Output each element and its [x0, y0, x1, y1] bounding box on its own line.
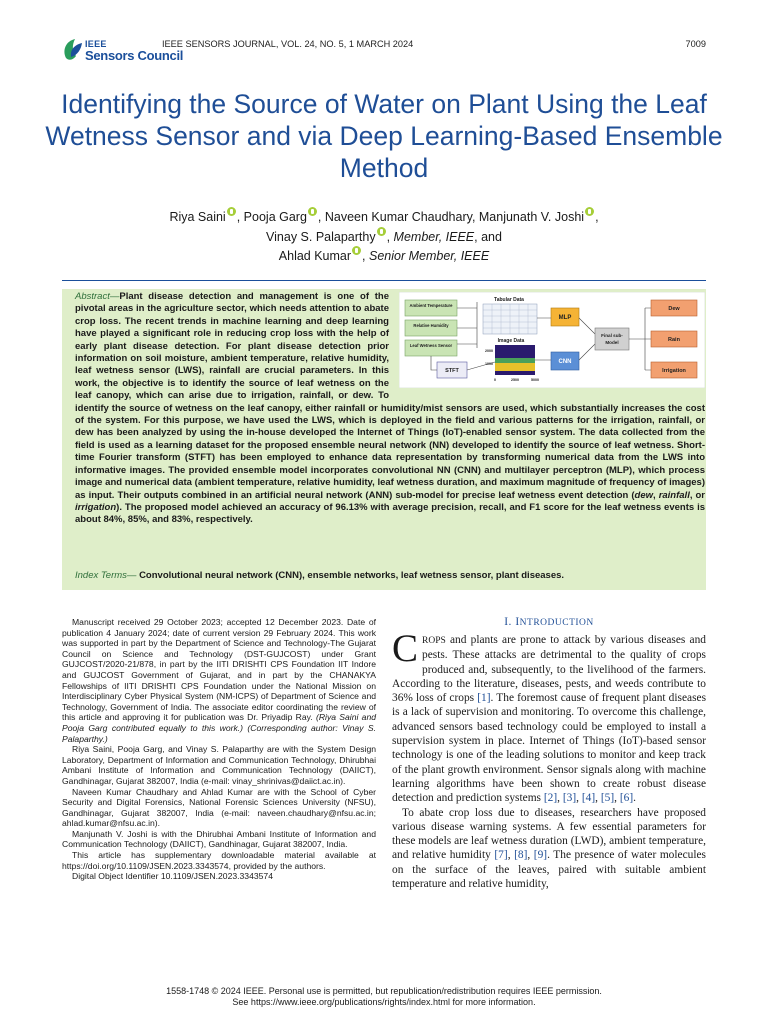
author-conjunction: and	[481, 229, 502, 244]
citation-link[interactable]: [1]	[477, 692, 491, 705]
orcid-icon[interactable]	[352, 246, 361, 255]
mlp-label: MLP	[558, 315, 572, 321]
tabular-data-label: Tabular Data	[494, 297, 524, 303]
abstract-body: Plant disease detection and management is one of the pivotal areas in the agriculture sector, which needs attention to abate crop loss. The recent trends in machine learning and deep learning have played a significant role in reducing crop loss with the help of early plant disease detection. For plant disease detection prior information on soil moisture, ambient temperature, relative humidity, leaf wetness sensor (LWS), rainfall are crucial parameters. In this work, the objective is to identify the source of leaf wetness on the leaf canopy, which can arise due to irrigation, rainfall, or dew. To identify the source of wetness on the leaf canopy, either rainfall or humidity/mist sensors are used, which substantially increases the cost of the system. For this purpose, we have used the LWS, which is deployed in the field and various patterns for the irrigation, rainfall, or dew has been analyzed by using the in-house developed the Internet of Things (IoT)-enabled sensor system. The data collected from the field is used as a learning dataset for the proposed ensemble neural network (NN) developed to identify the source of leaf wetness. Short-time Fourier transform (STFT) has been employed to enhance data representation by transforming numerical data from the LWS into informative images. The provided ensemble model incorporates convolutional NN (CNN) and multilayer perceptron (MLP), which process image and numerical data (ambient temperature, relative humidity, leaf wetness duration, and maximum magnitude of frequency of images) as input. Their outputs combined in an artificial neural network (ANN) sub-model for precise leaf wetness event detection (	[75, 291, 705, 501]
author-name: Pooja Garg	[243, 210, 307, 224]
ieee-sensors-council-logo	[62, 38, 184, 64]
cnn-label: CNN	[558, 359, 572, 365]
body-paragraph: To abate crop loss due to diseases, researchers have proposed various disease warning systems. A few essential parameters for these models are leaf wetness duration (LWD), ambient temperature, and relative humidity [7], [8], [9]. The presence of water molecules on the surface of the leaves, paired with suitable ambient temperature and relative humidity,	[392, 806, 706, 891]
spectrogram-y-tick: 2000	[485, 349, 493, 353]
spectrogram-x-tick: 0	[494, 378, 496, 382]
orcid-icon[interactable]	[308, 207, 317, 216]
stft-label: STFT	[445, 368, 459, 374]
abstract-box	[62, 289, 706, 590]
citation-link[interactable]: [5]	[600, 792, 615, 805]
author-role: Member, IEEE	[393, 229, 475, 244]
index-terms-text: Convolutional neural network (CNN), ensemble networks, leaf wetness sensor, plant diseases.	[139, 570, 565, 581]
footnote-block	[62, 617, 376, 882]
page-header	[62, 36, 706, 66]
output-label: Irrigation	[662, 368, 686, 374]
abstract-body-end: ). The proposed model achieved an accuracy of 96.13% with average precision, recall, and F1 score for the leaf wetness events is about 84%, 85%, and 83%, respectively.	[75, 501, 705, 526]
logo-ieee-text: IEEE	[85, 39, 107, 49]
author-role: Senior Member, IEEE	[369, 249, 490, 263]
output-label: Rain	[668, 337, 680, 343]
page-number: 7009	[685, 39, 706, 49]
image-data-label: Image Data	[497, 338, 525, 344]
input-label: Leaf Wetness Sensor	[409, 343, 453, 348]
final-model-label: Model	[605, 340, 619, 345]
citation-link[interactable]: [9]	[533, 849, 548, 862]
graphical-abstract-figure	[399, 292, 705, 388]
final-sub-model-box	[595, 328, 629, 350]
author-list: Riya Saini , Pooja Garg , Naveen Kumar Chaudhary, Manjunath V. Joshi , Vinay S. Palaparthy , Member, IEEE, and Ahlad Kumar , Senior Member, IEEE	[40, 207, 728, 266]
event-term: rainfall	[658, 489, 690, 501]
introduction-body	[392, 627, 707, 891]
spectrogram-x-tick: 2500	[511, 378, 519, 382]
sensors-council-leaf-icon	[62, 38, 84, 62]
paper-title: Identifying the Source of Water on Plant Using the Leaf Wetness Sensor and via Deep Learning-Based Ensemble Method	[45, 89, 723, 183]
author-name: Ahlad Kumar	[278, 249, 352, 263]
journal-citation: IEEE SENSORS JOURNAL, VOL. 24, NO. 5, 1 MARCH 2024	[162, 39, 414, 49]
index-terms-label: Index Terms	[75, 570, 127, 581]
author-name: Manjunath V. Joshi	[478, 210, 585, 224]
event-term: dew	[634, 489, 654, 501]
logo-council-text: Sensors Council	[85, 48, 184, 63]
author-name: Vinay S. Palaparthy	[266, 229, 376, 244]
footnote-paragraph: Naveen Kumar Chaudhary and Ahlad Kumar are with the School of Cyber Security and Digital Forensics, National Forensic Sciences University (NFSU), Gandhinagar, Gujarat 382007, India (e-mail: naveen.chaudhary@nfsu.ac.in; ahlad.kumar@nfsu.ac.in).	[62, 786, 376, 829]
section-heading: I. INTRODUCTION	[504, 616, 594, 628]
footnote-paragraph: This article has supplementary downloadable material available at https://doi.org/10.1109/JSEN.2023.3343574, provided by the authors.	[62, 850, 376, 871]
orcid-icon[interactable]	[585, 207, 594, 216]
orcid-icon[interactable]	[227, 207, 236, 216]
citation-link[interactable]: [2]	[543, 792, 558, 805]
index-terms: Index Terms— Convolutional neural network (CNN), ensemble networks, leaf wetness sensor, plant diseases.	[75, 570, 565, 581]
citation-link[interactable]: [4]	[581, 792, 596, 805]
abstract: Ambient Temperature Relative Humidity Leaf Wetness Sensor Tabular Data Image Data 2000 1000 0 2500 5000 STFT MLP CNN Final sub- Model Dew Rain Irrigation Abstract—Plant disease detection and management is one of the pivotal areas in the agriculture sector, which needs attention to abate crop loss. The recent trends in machine learning and deep learning have played a significant role in reducing crop loss with the help of early plant disease detection. For plant disease detection prior information on soil moisture, ambient temperature, relative humidity, leaf wetness sensor (LWS), rainfall are crucial parameters. In this work, the objective is to identify the source of leaf wetness on the leaf canopy, which can arise due to irrigation, rainfall, or dew. To identify the source of wetness on the leaf canopy, either rainfall or humidity/mist sensors are used, which substantially increases the cost of the system. For this purpose, we have used the LWS, which is deployed in the field and various patterns for the irrigation, rainfall, or dew has been analyzed by using the in-house developed the Internet of Things (IoT)-enabled sensor system. The data collected from the field is used as a learning dataset for the proposed ensemble neural network (NN) developed to identify the source of leaf wetness. Short-time Fourier transform (STFT) has been employed to enhance data representation by transforming numerical data from the LWS into informative images. The provided ensemble model incorporates convolutional NN (CNN) and multilayer perceptron (MLP), which process image and numerical data (ambient temperature, relative humidity, leaf wetness duration, and maximum magnitude of frequency of images) as input. Their outputs combined in an artificial neural network (ANN) sub-model for precise leaf wetness event detection (dew, rainfall, or irrigation). The proposed model achieved an accuracy of 96.13% with average precision, recall, and F1 score for the leaf wetness events is about 84%, 85%, and 83%, respectively.	[75, 291, 706, 526]
citation-link[interactable]: [8]	[514, 849, 528, 862]
input-label: Ambient Temperature	[409, 303, 453, 308]
copyright-line: 1558-1748 © 2024 IEEE. Personal use is permitted, but republication/redistribution requires IEEE permission.	[166, 986, 602, 996]
body-paragraph: CROPS and plants are prone to attack by various diseases and pests. These attacks are detrimental to the quality of crops produced and, subsequently, to the livelihood of the farmers. According to the literature, diseases, pests, and weeds contribute to 36% loss of crops [1]. The foremost cause of frequent plant diseases is a lack of supervision and monitoring. To overcome this challenge, advanced sensors based technology could be employed to install a supervision system in place. Internet of Things (IoT)-based sensor technology is one of the leading solutions to monitor and keep track of the plant growth environment. Sensor signals along with machine learning algorithms have been shown to create robust disease detection and prediction systems [2], [3], [4], [5], [6].	[392, 627, 707, 805]
spectrogram-x-tick: 5000	[531, 378, 539, 382]
drop-cap: C	[392, 627, 419, 670]
author-name: Riya Saini	[169, 210, 226, 224]
citation-link[interactable]: [7]	[494, 849, 508, 862]
spectrogram-y-tick: 1000	[485, 362, 493, 366]
rights-link-line[interactable]: See https://www.ieee.org/publications/rights/index.html for more information.	[232, 997, 536, 1007]
abstract-label: Abstract	[75, 291, 110, 302]
footnote-paragraph: Digital Object Identifier 10.1109/JSEN.2023.3343574	[72, 871, 273, 882]
citation-link[interactable]: [6]	[619, 792, 634, 805]
footnote-paragraph: Manuscript received 29 October 2023; accepted 12 December 2023. Date of publication 4 January 2024; date of current version 29 February 2024. This work was supported in part by the Department of Science and Technology-The Gujarat Council on Science and Technology (DST-GUJCOST) under Grant GUJCOST/2020-21/878, in part by the IITI DRISHTI CPS Foundation IIT Indore and GUJCOST Government of Gujarat, and in part by the CHANAKYA Fellowships of IITI DRISHTI CPS Foundation under the National Mission on Interdisciplinary Cyber Physical System (NM-ICPS) of Department of Science and Technology, Government of India. The associate editor coordinating the review of this article and approving it for publication was Dr. Priyadip Ray. (Riya Saini and Pooja Garg contributed equally to this work.) (Corresponding author: Vinay S. Palaparthy.)	[62, 617, 377, 744]
author-name: Naveen Kumar Chaudhary	[324, 210, 472, 224]
citation-link[interactable]: [3]	[562, 792, 577, 805]
footnote-paragraph: Riya Saini, Pooja Garg, and Vinay S. Palaparthy are with the System Design Laboratory, Department of Information and Communication Technology, Dhirubhai Ambani Institute of Information and Communication Technology (DAIICT), Gandhinagar, Gujarat 382007, India (e-mail: vinay_shrinivas@daiict.ac.in).	[62, 744, 376, 786]
copyright-footer	[40, 986, 728, 1008]
orcid-icon[interactable]	[377, 227, 386, 236]
event-term: irrigation	[75, 501, 117, 513]
title-divider	[62, 280, 706, 281]
footnote-paragraph: Manjunath V. Joshi is with the Dhirubhai Ambani Institute of Information and Communication Technology (DAIICT), Gandhinagar, Gujarat 382007, India.	[62, 828, 376, 850]
input-label: Relative Humidity	[413, 323, 449, 328]
output-label: Dew	[668, 306, 680, 312]
final-model-label: Final sub-	[601, 333, 623, 338]
tabular-data-grid	[483, 304, 537, 334]
